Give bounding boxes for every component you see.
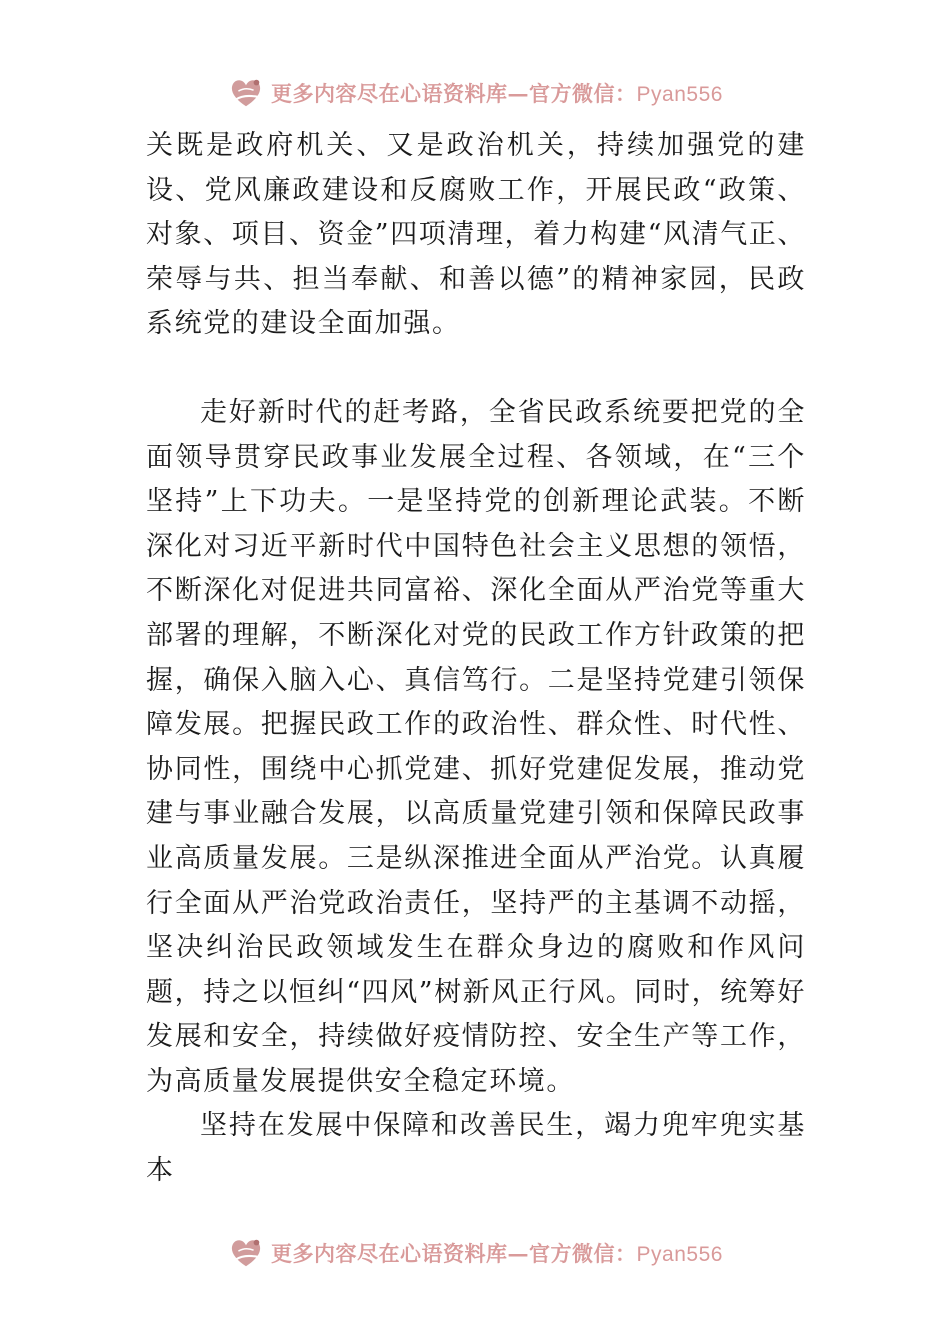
paragraph: 坚持在发展中保障和改善民生，竭力兜牢兜实基本 — [146, 1110, 806, 1187]
paragraph-gap — [146, 347, 806, 391]
heart-logo-icon — [227, 1234, 265, 1272]
watermark-text: 更多内容尽在心语资料库—官方微信：Pyan556 — [271, 81, 723, 106]
paragraph: 走好新时代的赶考路，全省民政系统要把党的全面领导贯穿民政事业发展全过程、各领域，在“三个坚持”上下功夫。一是坚持党的创新理论武装。不断深化对习近平新时代中国特色社会主义思想的领悟，不断深化对促进共同富裕、深化全面从严治党等重大部署的理解，不断深化对党的民政工作方针政策的把握，确保入脑入心、真信笃行。二是坚持党建引领保障发展。把握民政工作的政治性、群众性、时代性、协同性，围绕中心抓党建、抓好党建促发展，推动党建与事业融合发展，以高质量党建引领和保障民政事业高质量发展。三是纵深推进全面从严治党。认真履行全面从严治党政治责任，坚持严的主基调不动摇，坚决纠治民政领域发生在群众身边的腐败和作风问题，持之以恒纠“四风”树新风正行风。同时，统筹好发展和安全，持续做好疫情防控、安全生产等工作，为高质量发展提供安全稳定环境。 — [146, 396, 807, 1097]
heart-logo-icon — [227, 74, 265, 112]
document-body — [146, 124, 806, 1194]
paragraph: 关既是政府机关、又是政治机关，持续加强党的建设、党风廉政建设和反腐败工作，开展民政“政策、对象、项目、资金”四项清理，着力构建“风清气正、荣辱与共、担当奉献、和善以德”的精神家园，民政系统党的建设全面加强。 — [146, 130, 807, 340]
watermark-text: 更多内容尽在心语资料库—官方微信：Pyan556 — [271, 1241, 723, 1266]
header-watermark — [0, 68, 950, 118]
footer-watermark — [0, 1228, 950, 1278]
